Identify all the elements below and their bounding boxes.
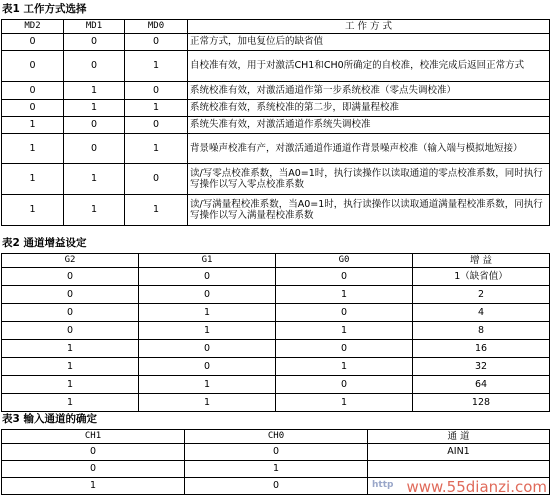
table3-header-channel: 通 道: [368, 430, 550, 444]
table2-header-g1: G1: [139, 254, 276, 268]
table-cell: 16: [413, 340, 550, 358]
table-cell: AIN1: [368, 444, 550, 461]
table-cell: 系统校准有效，对激活通道作第一步系统校准（零点失调校准）: [188, 82, 550, 100]
table-row: [2, 358, 550, 376]
table-cell: 0: [185, 444, 368, 461]
table-cell: 自校准有效，用于对激活CH1和CH0所确定的自校准，校准完成后返回正常方式: [188, 51, 550, 82]
table-cell: 0: [64, 134, 125, 164]
table3-header-ch0: CH0: [185, 430, 368, 444]
table-cell: 0: [2, 461, 185, 478]
table-cell: 1: [139, 322, 276, 340]
table1-caption: 表1 工作方式选择: [2, 3, 87, 15]
table2-header-g0: G0: [276, 254, 413, 268]
table-cell: 0: [2, 34, 64, 51]
table1-header-md1: MD1: [64, 20, 125, 34]
table-cell: 4: [413, 304, 550, 322]
table-cell: [368, 461, 550, 478]
table-cell: 32: [413, 358, 550, 376]
table-cell: 1: [64, 100, 125, 117]
table-row: [2, 394, 550, 412]
table-cell: 0: [2, 100, 64, 117]
table-cell: 1: [185, 461, 368, 478]
table-row: [2, 461, 550, 478]
table-row: [2, 117, 550, 134]
table-cell: 1: [276, 322, 413, 340]
table-cell: 1: [64, 82, 125, 100]
table-row: [2, 304, 550, 322]
table-row: [2, 100, 550, 117]
table-cell: 0: [139, 340, 276, 358]
table2-channel-gain: [1, 253, 550, 412]
table-cell: 0: [64, 34, 125, 51]
table-cell: 正常方式，加电复位后的缺省值: [188, 34, 550, 51]
table-row: [2, 322, 550, 340]
table-cell: 读/写零点校准系数，当A0=1时，执行读操作以读取通道的零点校准系数，同时执行写操作以写入零点校准系数: [188, 164, 550, 195]
table-row: [2, 286, 550, 304]
table-cell: 0: [276, 304, 413, 322]
table-cell: 0: [2, 286, 139, 304]
table2-header-g2: G2: [2, 254, 139, 268]
table-cell: 0: [125, 34, 188, 51]
table-cell: 64: [413, 376, 550, 394]
table2-caption: 表2 通道增益设定: [2, 237, 87, 249]
table-row: [2, 164, 550, 195]
table-cell: 0: [2, 322, 139, 340]
table-cell: 0: [185, 478, 368, 495]
table-cell: 1（缺省值）: [413, 268, 550, 286]
table-cell: 1: [64, 164, 125, 195]
table-cell: 0: [276, 376, 413, 394]
table-cell: 1: [2, 164, 64, 195]
table-row: [2, 195, 550, 226]
table-cell: 0: [2, 444, 185, 461]
table-row: [2, 376, 550, 394]
table-cell: 1: [276, 394, 413, 412]
table-cell: 0: [139, 286, 276, 304]
watermark-mark: http: [372, 480, 394, 490]
table-cell: 1: [125, 100, 188, 117]
table1-header-md2: MD2: [2, 20, 64, 34]
watermark-text: www.55dianzi.com: [406, 478, 547, 496]
table-cell: 0: [2, 51, 64, 82]
table-cell: 0: [125, 117, 188, 134]
table-cell: 1: [125, 195, 188, 226]
table1-header-md0: MD0: [125, 20, 188, 34]
table-row: [2, 444, 550, 461]
table-cell: 8: [413, 322, 550, 340]
table1-header-mode: 工 作 方 式: [188, 20, 550, 34]
table-cell: 1: [125, 51, 188, 82]
table1-work-mode: [1, 19, 550, 226]
table-cell: 0: [2, 268, 139, 286]
table-cell: 0: [276, 268, 413, 286]
table-row: [2, 340, 550, 358]
table3-caption: 表3 输入通道的确定: [2, 413, 97, 425]
table-cell: 1: [2, 195, 64, 226]
table-cell: 1: [2, 394, 139, 412]
table-cell: 背景噪声校准有产，对激活通道作通道作背景噪声校准（输入端与模拟地短接）: [188, 134, 550, 164]
table-cell: 1: [2, 358, 139, 376]
table-row: [2, 82, 550, 100]
table-cell: 0: [2, 304, 139, 322]
table-cell: 0: [139, 268, 276, 286]
table-cell: 1: [139, 376, 276, 394]
table-cell: 1: [2, 478, 185, 495]
table-cell: 0: [276, 340, 413, 358]
table-cell: 128: [413, 394, 550, 412]
table-cell: 读/写满量程校准系数，当A0=1时，执行读操作以读取通道满量程校准系数，同执行写操作以写入满量程校准系数: [188, 195, 550, 226]
table-cell: 0: [64, 117, 125, 134]
table-row: [2, 268, 550, 286]
table-cell: 1: [139, 394, 276, 412]
table-cell: 1: [139, 304, 276, 322]
table-row: [2, 34, 550, 51]
table-cell: 1: [2, 340, 139, 358]
table-cell: 系统失准有效，对激活通道作系统失调校准: [188, 117, 550, 134]
table-cell: 1: [125, 134, 188, 164]
table-cell: 0: [125, 164, 188, 195]
table-cell: 1: [2, 117, 64, 134]
table-cell: 系统校准有效，系统校准的第二步，即满量程校准: [188, 100, 550, 117]
table-cell: 1: [276, 286, 413, 304]
table-cell: 0: [139, 358, 276, 376]
table2-header-gain: 增 益: [413, 254, 550, 268]
table-row: [2, 51, 550, 82]
table3-header-ch1: CH1: [2, 430, 185, 444]
table-cell: 0: [64, 51, 125, 82]
table-cell: 1: [276, 358, 413, 376]
table-cell: 0: [2, 82, 64, 100]
table-cell: 0: [125, 82, 188, 100]
table-row: [2, 134, 550, 164]
table-cell: 1: [2, 376, 139, 394]
table-cell: 1: [64, 195, 125, 226]
table-cell: 1: [2, 134, 64, 164]
table-cell: 2: [413, 286, 550, 304]
